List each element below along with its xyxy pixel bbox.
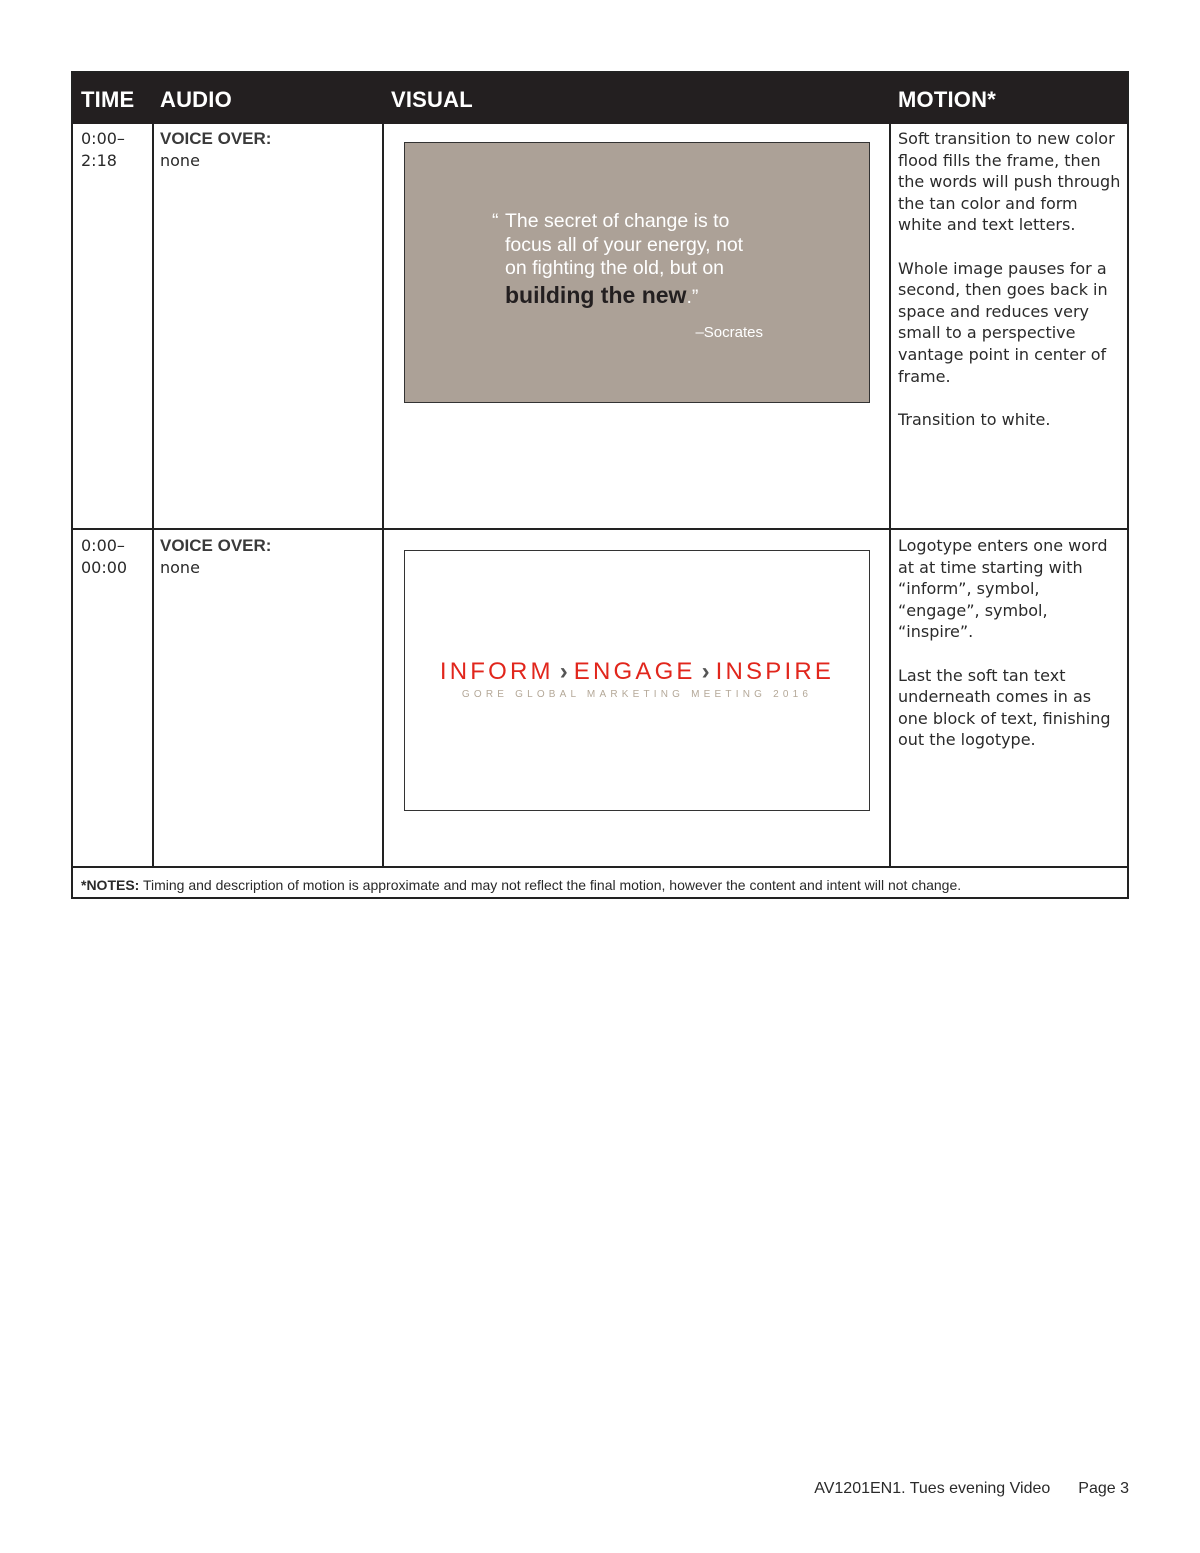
column-divider bbox=[889, 124, 891, 867]
row-divider bbox=[73, 528, 1127, 530]
motion-paragraph: Logotype enters one word at at time starting with “inform”, symbol, “engage”, symbol, “inspire”. bbox=[898, 536, 1108, 642]
notes-text: Timing and description of motion is approximate and may not reflect the final motion, however the content and intent will not change. bbox=[139, 877, 962, 893]
chevron-right-icon: › bbox=[559, 658, 568, 685]
quote-text bbox=[492, 210, 825, 309]
row2-audio-text: none bbox=[160, 557, 200, 577]
motion-paragraph: Last the soft tan text underneath comes in as one block of text, finishing out the logotype. bbox=[898, 665, 1111, 750]
notes-row bbox=[81, 877, 961, 893]
row2-time-cell bbox=[81, 535, 127, 578]
row1-motion-cell bbox=[898, 128, 1126, 430]
row1-time-cell bbox=[81, 128, 125, 171]
logo-word-inspire: INSPIRE bbox=[715, 658, 835, 685]
footer-page-number: Page 3 bbox=[1078, 1480, 1129, 1497]
row2-voice-over-label: VOICE OVER: bbox=[160, 536, 272, 555]
column-divider bbox=[152, 124, 154, 867]
quote-close-mark: .” bbox=[686, 285, 699, 308]
footer-doc-id: AV1201EN1. Tues evening Video bbox=[814, 1480, 1051, 1497]
event-logotype bbox=[405, 658, 869, 686]
row1-time-start: 0:00– bbox=[81, 129, 125, 148]
page-footer bbox=[814, 1480, 1129, 1498]
row1-audio-text: none bbox=[160, 150, 200, 170]
row2-audio-cell bbox=[160, 535, 271, 578]
row1-voice-over-label: VOICE OVER: bbox=[160, 129, 272, 148]
table-header-row bbox=[73, 73, 1127, 124]
motion-paragraph: Soft transition to new color flood fills the frame, then the words will push through the tan color and form white and text letters. bbox=[898, 129, 1121, 235]
quote-line: on fighting the old, but on bbox=[505, 257, 725, 279]
quote-open-mark: “ bbox=[492, 210, 499, 232]
row2-time-start: 0:00– bbox=[81, 536, 125, 555]
row2-motion-cell bbox=[898, 535, 1123, 751]
row1-visual-frame-tan bbox=[404, 142, 870, 403]
header-time: TIME bbox=[81, 87, 135, 112]
quote-bold-phrase: building the new bbox=[505, 281, 687, 308]
row2-visual-frame-white bbox=[404, 550, 870, 811]
quote-attribution: –Socrates bbox=[695, 324, 763, 341]
header-motion: MOTION* bbox=[898, 87, 996, 112]
header-audio: AUDIO bbox=[160, 87, 232, 112]
logo-word-inform: INFORM bbox=[439, 658, 554, 685]
row2-time-end: 00:00 bbox=[81, 557, 128, 577]
chevron-right-icon: › bbox=[701, 658, 710, 685]
motion-paragraph: Transition to white. bbox=[898, 409, 1051, 429]
row1-audio-cell bbox=[160, 128, 271, 171]
motion-paragraph: Whole image pauses for a second, then goes back in space and reduces very small to a perspective vantage point in center of frame. bbox=[898, 258, 1108, 386]
script-table bbox=[71, 71, 1129, 899]
notes-label: *NOTES: bbox=[81, 877, 140, 893]
column-divider bbox=[382, 124, 384, 867]
quote-line: focus all of your energy, not bbox=[505, 233, 744, 256]
logo-word-engage: ENGAGE bbox=[573, 658, 696, 685]
quote-line: The secret of change is to bbox=[505, 210, 730, 232]
row-divider bbox=[73, 866, 1127, 868]
logo-subtitle: GORE GLOBAL MARKETING MEETING 2016 bbox=[461, 689, 813, 700]
row1-time-end: 2:18 bbox=[81, 150, 117, 170]
header-visual: VISUAL bbox=[391, 87, 473, 112]
